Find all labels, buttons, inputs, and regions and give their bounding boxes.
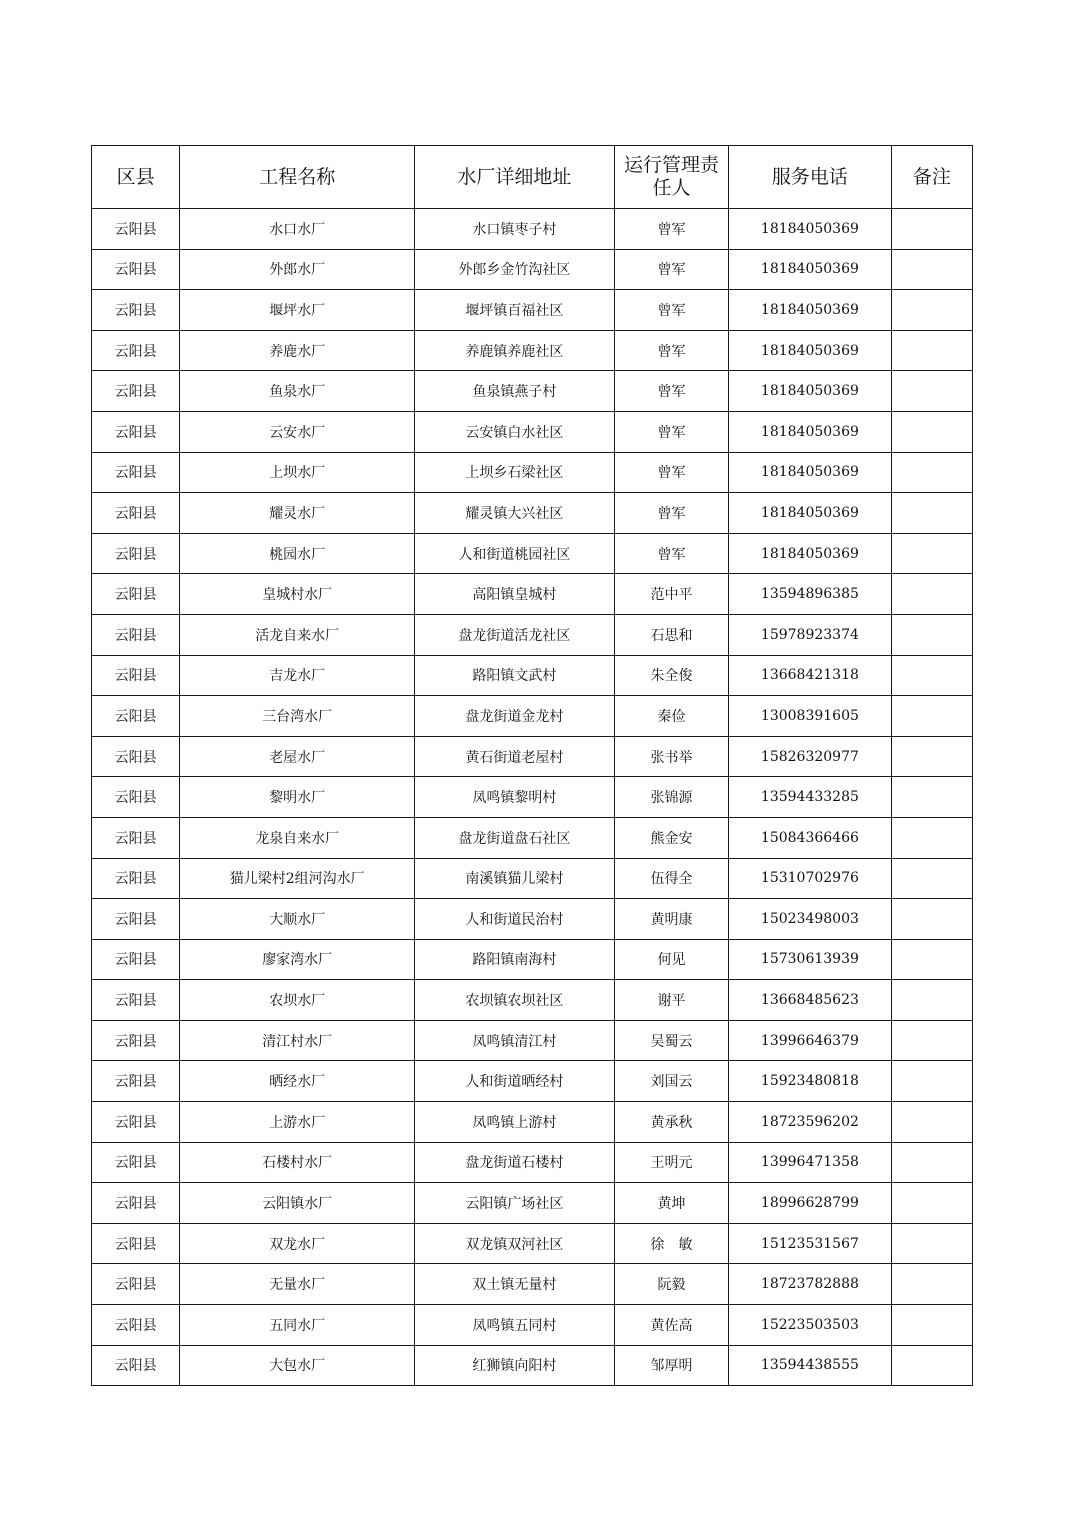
cell-project: 龙泉自来水厂 bbox=[180, 817, 415, 858]
cell-address: 双土镇无量村 bbox=[415, 1264, 615, 1305]
cell-phone: 13594438555 bbox=[729, 1345, 892, 1386]
cell-address: 南溪镇猫儿梁村 bbox=[415, 858, 615, 899]
cell-manager: 曾军 bbox=[614, 452, 728, 493]
table-row bbox=[92, 980, 973, 1021]
cell-phone: 15978923374 bbox=[729, 614, 892, 655]
header-district: 区县 bbox=[92, 146, 180, 209]
cell-phone: 15310702976 bbox=[729, 858, 892, 899]
table-row bbox=[92, 858, 973, 899]
cell-manager: 曾军 bbox=[614, 371, 728, 412]
cell-address: 盘龙街道金龙村 bbox=[415, 696, 615, 737]
cell-phone: 18184050369 bbox=[729, 290, 892, 331]
cell-manager: 徐 敏 bbox=[614, 1223, 728, 1264]
cell-phone: 18184050369 bbox=[729, 209, 892, 250]
cell-manager: 谢平 bbox=[614, 980, 728, 1021]
cell-district: 云阳县 bbox=[92, 493, 180, 534]
cell-district: 云阳县 bbox=[92, 1223, 180, 1264]
cell-district: 云阳县 bbox=[92, 290, 180, 331]
table-row bbox=[92, 736, 973, 777]
cell-address: 外郎乡金竹沟社区 bbox=[415, 249, 615, 290]
cell-remark bbox=[891, 209, 972, 250]
table-row bbox=[92, 1223, 973, 1264]
cell-district: 云阳县 bbox=[92, 330, 180, 371]
table-row bbox=[92, 371, 973, 412]
cell-district: 云阳县 bbox=[92, 899, 180, 940]
cell-manager: 曾军 bbox=[614, 533, 728, 574]
cell-manager: 邹厚明 bbox=[614, 1345, 728, 1386]
table-row bbox=[92, 290, 973, 331]
cell-manager: 曾军 bbox=[614, 249, 728, 290]
cell-project: 活龙自来水厂 bbox=[180, 614, 415, 655]
cell-phone: 18184050369 bbox=[729, 493, 892, 534]
cell-remark bbox=[891, 411, 972, 452]
cell-project: 上坝水厂 bbox=[180, 452, 415, 493]
table-row bbox=[92, 411, 973, 452]
cell-project: 晒经水厂 bbox=[180, 1061, 415, 1102]
cell-district: 云阳县 bbox=[92, 817, 180, 858]
cell-phone: 13668421318 bbox=[729, 655, 892, 696]
cell-project: 养鹿水厂 bbox=[180, 330, 415, 371]
cell-address: 凤鸣镇黎明村 bbox=[415, 777, 615, 818]
header-row bbox=[92, 146, 973, 209]
header-remark: 备注 bbox=[891, 146, 972, 209]
cell-remark bbox=[891, 493, 972, 534]
cell-manager: 何见 bbox=[614, 939, 728, 980]
cell-district: 云阳县 bbox=[92, 452, 180, 493]
cell-district: 云阳县 bbox=[92, 371, 180, 412]
cell-remark bbox=[891, 1345, 972, 1386]
cell-project: 猫儿梁村2组河沟水厂 bbox=[180, 858, 415, 899]
cell-remark bbox=[891, 1223, 972, 1264]
cell-address: 黄石街道老屋村 bbox=[415, 736, 615, 777]
cell-district: 云阳县 bbox=[92, 411, 180, 452]
table-row bbox=[92, 209, 973, 250]
cell-district: 云阳县 bbox=[92, 939, 180, 980]
cell-project: 农坝水厂 bbox=[180, 980, 415, 1021]
cell-address: 水口镇枣子村 bbox=[415, 209, 615, 250]
cell-remark bbox=[891, 817, 972, 858]
cell-manager: 朱全俊 bbox=[614, 655, 728, 696]
cell-manager: 黄承秋 bbox=[614, 1102, 728, 1143]
header-address: 水厂详细地址 bbox=[415, 146, 615, 209]
cell-remark bbox=[891, 574, 972, 615]
cell-phone: 13594433285 bbox=[729, 777, 892, 818]
cell-remark bbox=[891, 1061, 972, 1102]
cell-phone: 15730613939 bbox=[729, 939, 892, 980]
cell-manager: 范中平 bbox=[614, 574, 728, 615]
cell-phone: 15223503503 bbox=[729, 1305, 892, 1346]
cell-address: 盘龙街道盘石社区 bbox=[415, 817, 615, 858]
cell-address: 高阳镇皇城村 bbox=[415, 574, 615, 615]
cell-address: 养鹿镇养鹿社区 bbox=[415, 330, 615, 371]
cell-manager: 吴蜀云 bbox=[614, 1020, 728, 1061]
table-row bbox=[92, 493, 973, 534]
cell-phone: 15084366466 bbox=[729, 817, 892, 858]
table-body bbox=[92, 209, 973, 1386]
cell-remark bbox=[891, 939, 972, 980]
table-row bbox=[92, 696, 973, 737]
cell-district: 云阳县 bbox=[92, 1183, 180, 1224]
cell-district: 云阳县 bbox=[92, 858, 180, 899]
cell-manager: 黄坤 bbox=[614, 1183, 728, 1224]
cell-address: 农坝镇农坝社区 bbox=[415, 980, 615, 1021]
cell-address: 人和街道晒经村 bbox=[415, 1061, 615, 1102]
cell-address: 人和街道桃园社区 bbox=[415, 533, 615, 574]
cell-remark bbox=[891, 371, 972, 412]
table-row bbox=[92, 452, 973, 493]
cell-remark bbox=[891, 736, 972, 777]
cell-phone: 15923480818 bbox=[729, 1061, 892, 1102]
table-row bbox=[92, 1345, 973, 1386]
cell-phone: 15023498003 bbox=[729, 899, 892, 940]
cell-address: 双龙镇双河社区 bbox=[415, 1223, 615, 1264]
cell-phone: 18184050369 bbox=[729, 411, 892, 452]
cell-project: 耀灵水厂 bbox=[180, 493, 415, 534]
cell-remark bbox=[891, 533, 972, 574]
cell-project: 外郎水厂 bbox=[180, 249, 415, 290]
cell-address: 鱼泉镇燕子村 bbox=[415, 371, 615, 412]
cell-phone: 18184050369 bbox=[729, 249, 892, 290]
cell-phone: 13996646379 bbox=[729, 1020, 892, 1061]
cell-district: 云阳县 bbox=[92, 533, 180, 574]
cell-project: 云安水厂 bbox=[180, 411, 415, 452]
cell-project: 堰坪水厂 bbox=[180, 290, 415, 331]
cell-phone: 15123531567 bbox=[729, 1223, 892, 1264]
cell-remark bbox=[891, 1183, 972, 1224]
cell-address: 堰坪镇百福社区 bbox=[415, 290, 615, 331]
cell-manager: 黄明康 bbox=[614, 899, 728, 940]
cell-project: 石楼村水厂 bbox=[180, 1142, 415, 1183]
cell-address: 路阳镇南海村 bbox=[415, 939, 615, 980]
cell-manager: 秦俭 bbox=[614, 696, 728, 737]
cell-project: 黎明水厂 bbox=[180, 777, 415, 818]
cell-phone: 18723596202 bbox=[729, 1102, 892, 1143]
cell-remark bbox=[891, 330, 972, 371]
cell-remark bbox=[891, 980, 972, 1021]
cell-manager: 阮毅 bbox=[614, 1264, 728, 1305]
cell-district: 云阳县 bbox=[92, 1061, 180, 1102]
cell-project: 水口水厂 bbox=[180, 209, 415, 250]
cell-project: 五同水厂 bbox=[180, 1305, 415, 1346]
cell-address: 耀灵镇大兴社区 bbox=[415, 493, 615, 534]
table-row bbox=[92, 817, 973, 858]
cell-district: 云阳县 bbox=[92, 777, 180, 818]
table-row bbox=[92, 1061, 973, 1102]
cell-remark bbox=[891, 1020, 972, 1061]
cell-manager: 石思和 bbox=[614, 614, 728, 655]
cell-manager: 曾军 bbox=[614, 411, 728, 452]
cell-project: 大顺水厂 bbox=[180, 899, 415, 940]
cell-project: 清江村水厂 bbox=[180, 1020, 415, 1061]
table-row bbox=[92, 1142, 973, 1183]
water-plant-table bbox=[91, 145, 973, 1386]
table-row bbox=[92, 1305, 973, 1346]
cell-address: 路阳镇文武村 bbox=[415, 655, 615, 696]
cell-address: 人和街道民治村 bbox=[415, 899, 615, 940]
cell-address: 凤鸣镇上游村 bbox=[415, 1102, 615, 1143]
cell-phone: 18184050369 bbox=[729, 330, 892, 371]
cell-remark bbox=[891, 1102, 972, 1143]
cell-manager: 曾军 bbox=[614, 209, 728, 250]
header-phone: 服务电话 bbox=[729, 146, 892, 209]
cell-district: 云阳县 bbox=[92, 1264, 180, 1305]
cell-project: 廖家湾水厂 bbox=[180, 939, 415, 980]
cell-manager: 王明元 bbox=[614, 1142, 728, 1183]
cell-district: 云阳县 bbox=[92, 249, 180, 290]
cell-remark bbox=[891, 249, 972, 290]
table-row bbox=[92, 330, 973, 371]
cell-phone: 13008391605 bbox=[729, 696, 892, 737]
table-row bbox=[92, 777, 973, 818]
cell-district: 云阳县 bbox=[92, 1345, 180, 1386]
table-row bbox=[92, 249, 973, 290]
cell-district: 云阳县 bbox=[92, 1020, 180, 1061]
cell-district: 云阳县 bbox=[92, 655, 180, 696]
cell-project: 上游水厂 bbox=[180, 1102, 415, 1143]
cell-phone: 18184050369 bbox=[729, 452, 892, 493]
cell-phone: 15826320977 bbox=[729, 736, 892, 777]
header-manager: 运行管理责任人 bbox=[614, 146, 728, 209]
cell-address: 盘龙街道活龙社区 bbox=[415, 614, 615, 655]
cell-district: 云阳县 bbox=[92, 1102, 180, 1143]
cell-project: 大包水厂 bbox=[180, 1345, 415, 1386]
cell-project: 皇城村水厂 bbox=[180, 574, 415, 615]
cell-project: 桃园水厂 bbox=[180, 533, 415, 574]
table-row bbox=[92, 1020, 973, 1061]
cell-address: 云安镇白水社区 bbox=[415, 411, 615, 452]
cell-manager: 曾军 bbox=[614, 290, 728, 331]
cell-address: 上坝乡石梁社区 bbox=[415, 452, 615, 493]
cell-district: 云阳县 bbox=[92, 736, 180, 777]
cell-phone: 18996628799 bbox=[729, 1183, 892, 1224]
table-row bbox=[92, 614, 973, 655]
cell-manager: 张锦源 bbox=[614, 777, 728, 818]
cell-manager: 曾军 bbox=[614, 493, 728, 534]
cell-project: 鱼泉水厂 bbox=[180, 371, 415, 412]
cell-remark bbox=[891, 1305, 972, 1346]
cell-manager: 曾军 bbox=[614, 330, 728, 371]
cell-remark bbox=[891, 290, 972, 331]
cell-phone: 18184050369 bbox=[729, 533, 892, 574]
table-row bbox=[92, 1264, 973, 1305]
cell-manager: 刘国云 bbox=[614, 1061, 728, 1102]
cell-manager: 张书举 bbox=[614, 736, 728, 777]
cell-address: 云阳镇广场社区 bbox=[415, 1183, 615, 1224]
cell-manager: 伍得全 bbox=[614, 858, 728, 899]
cell-remark bbox=[891, 1264, 972, 1305]
cell-address: 凤鸣镇清江村 bbox=[415, 1020, 615, 1061]
table-row bbox=[92, 939, 973, 980]
cell-district: 云阳县 bbox=[92, 209, 180, 250]
table-row bbox=[92, 655, 973, 696]
cell-phone: 13996471358 bbox=[729, 1142, 892, 1183]
cell-address: 红狮镇向阳村 bbox=[415, 1345, 615, 1386]
table-row bbox=[92, 899, 973, 940]
cell-remark bbox=[891, 777, 972, 818]
cell-remark bbox=[891, 696, 972, 737]
cell-project: 双龙水厂 bbox=[180, 1223, 415, 1264]
cell-phone: 18184050369 bbox=[729, 371, 892, 412]
cell-district: 云阳县 bbox=[92, 1305, 180, 1346]
cell-district: 云阳县 bbox=[92, 980, 180, 1021]
table-row bbox=[92, 1183, 973, 1224]
cell-district: 云阳县 bbox=[92, 574, 180, 615]
cell-remark bbox=[891, 452, 972, 493]
cell-remark bbox=[891, 1142, 972, 1183]
cell-district: 云阳县 bbox=[92, 696, 180, 737]
cell-phone: 13594896385 bbox=[729, 574, 892, 615]
cell-project: 无量水厂 bbox=[180, 1264, 415, 1305]
cell-project: 三台湾水厂 bbox=[180, 696, 415, 737]
cell-project: 老屋水厂 bbox=[180, 736, 415, 777]
cell-remark bbox=[891, 858, 972, 899]
table-row bbox=[92, 1102, 973, 1143]
cell-phone: 18723782888 bbox=[729, 1264, 892, 1305]
cell-remark bbox=[891, 899, 972, 940]
cell-manager: 熊金安 bbox=[614, 817, 728, 858]
cell-address: 盘龙街道石楼村 bbox=[415, 1142, 615, 1183]
header-project: 工程名称 bbox=[180, 146, 415, 209]
cell-phone: 13668485623 bbox=[729, 980, 892, 1021]
cell-project: 吉龙水厂 bbox=[180, 655, 415, 696]
cell-district: 云阳县 bbox=[92, 614, 180, 655]
cell-project: 云阳镇水厂 bbox=[180, 1183, 415, 1224]
table-row bbox=[92, 574, 973, 615]
cell-address: 凤鸣镇五同村 bbox=[415, 1305, 615, 1346]
table-row bbox=[92, 533, 973, 574]
cell-manager: 黄佐高 bbox=[614, 1305, 728, 1346]
cell-remark bbox=[891, 655, 972, 696]
cell-remark bbox=[891, 614, 972, 655]
cell-district: 云阳县 bbox=[92, 1142, 180, 1183]
